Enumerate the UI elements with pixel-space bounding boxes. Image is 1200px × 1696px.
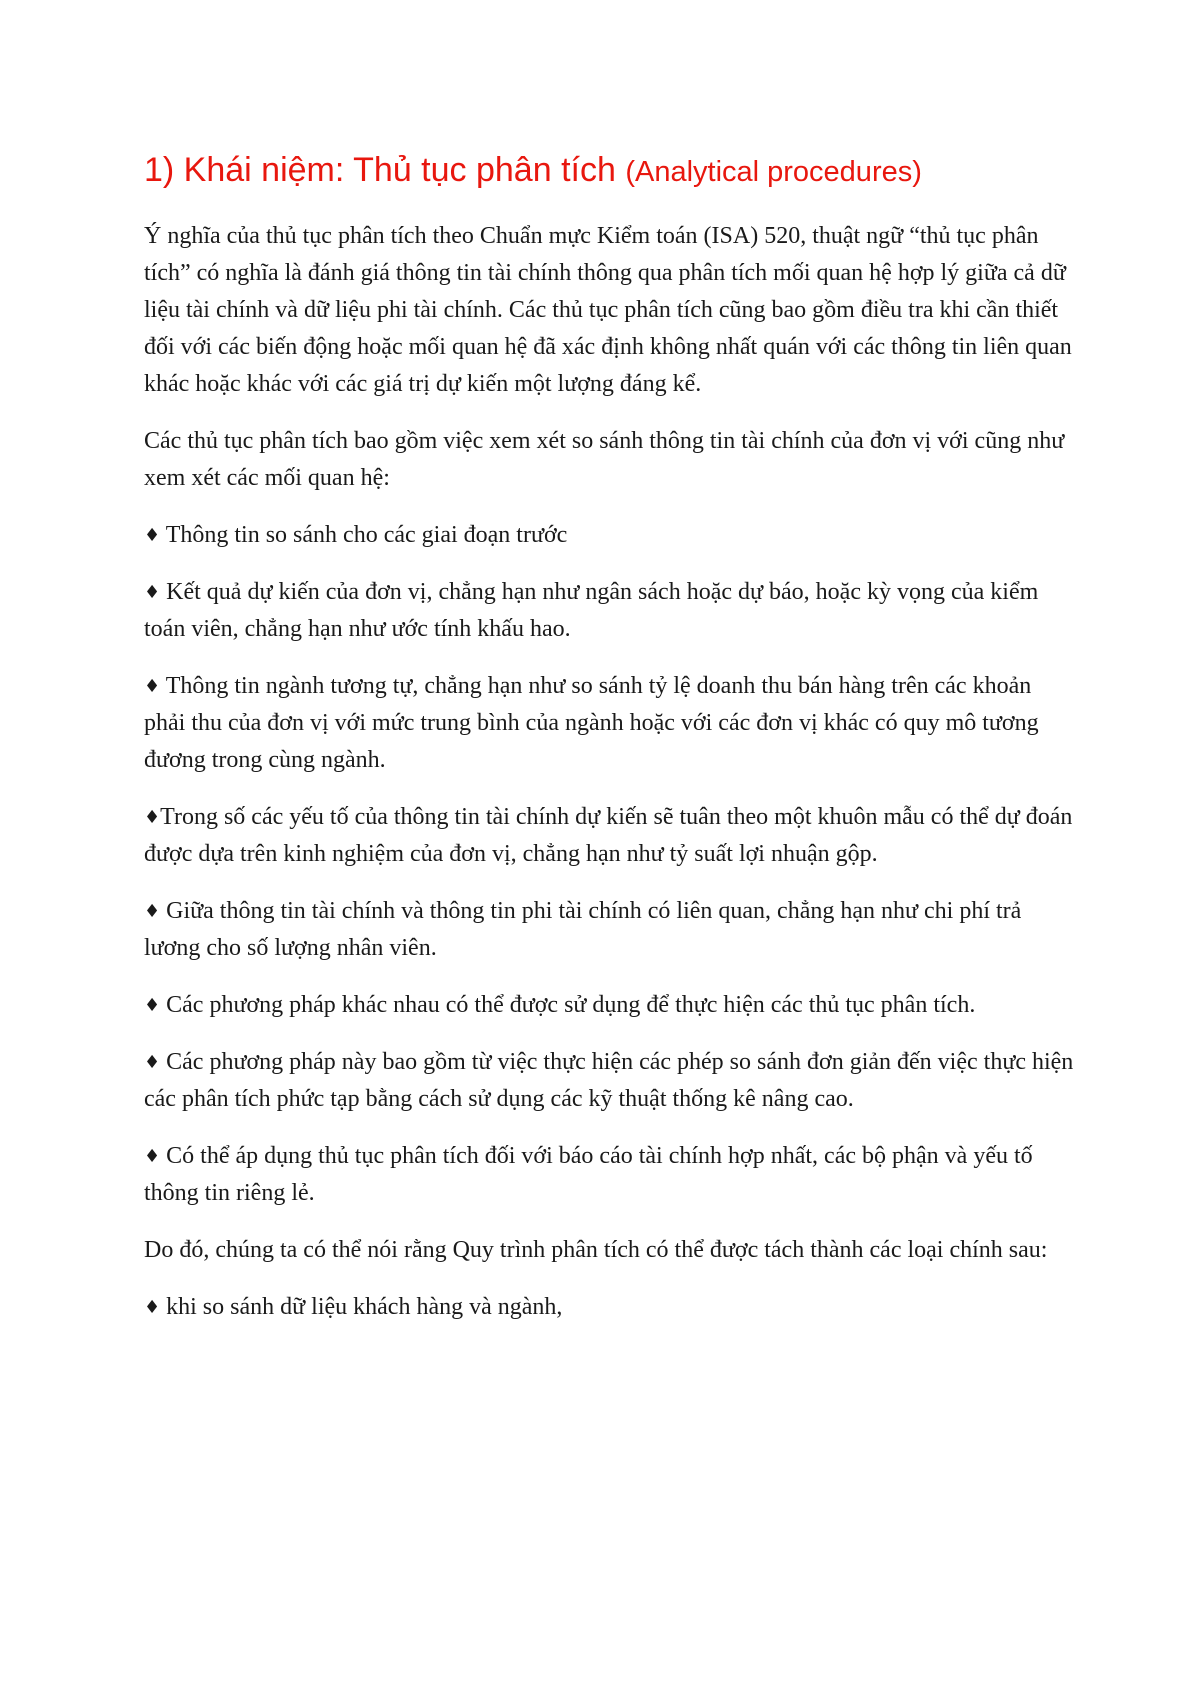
diamond-bullet-icon: ♦ [144, 525, 161, 546]
bullet-text: Có thể áp dụng thủ tục phân tích đối với báo cáo tài chính hợp nhất, các bộ phận và yếu tố thông tin riêng lẻ. [144, 1143, 1033, 1206]
diamond-bullet-icon: ♦ [144, 901, 161, 922]
bullet-item [144, 893, 1074, 967]
bullet-item [144, 1138, 1074, 1212]
diamond-bullet-icon: ♦ [144, 995, 161, 1016]
bullet-item [144, 668, 1074, 779]
bullet-text: Các phương pháp này bao gồm từ việc thực hiện các phép so sánh đơn giản đến việc thực hiện các phân tích phức tạp bằng cách sử dụng các kỹ thuật thống kê nâng cao. [144, 1049, 1074, 1112]
diamond-bullet-icon: ♦ [144, 807, 161, 828]
heading-english-term: (Analytical procedures) [625, 156, 922, 188]
definition-paragraph: Ý nghĩa của thủ tục phân tích theo Chuẩn mực Kiểm toán (ISA) 520, thuật ngữ “thủ tục phân tích” có nghĩa là đánh giá thông tin tài chính thông qua phân tích mối quan hệ hợp lý giữa cả dữ liệu tài chính và dữ liệu phi tài chính. Các thủ tục phân tích cũng bao gồm điều tra khi cần thiết đối với các biến động hoặc mối quan hệ đã xác định không nhất quán với các thông tin liên quan khác hoặc khác với các giá trị dự kiến một lượng đáng kể. [144, 223, 1072, 397]
bullet-text: Các phương pháp khác nhau có thể được sử dụng để thực hiện các thủ tục phân tích. [160, 992, 976, 1018]
bullet-text: Giữa thông tin tài chính và thông tin phi tài chính có liên quan, chẳng hạn như chi phí trả lương cho số lượng nhân viên. [144, 898, 1022, 961]
diamond-bullet-icon: ♦ [144, 676, 161, 697]
bullet-item [144, 517, 1074, 554]
intro-paragraph: Các thủ tục phân tích bao gồm việc xem xét so sánh thông tin tài chính của đơn vị với cũng như xem xét các mối quan hệ: [144, 428, 1065, 491]
document-body [144, 146, 1074, 1346]
heading-main: 1) Khái niệm: Thủ tục phân tích [144, 151, 626, 189]
diamond-bullet-icon: ♦ [144, 582, 161, 603]
bullet-item [144, 1044, 1074, 1118]
bullet-text: Trong số các yếu tố của thông tin tài chính dự kiến sẽ tuân theo một khuôn mẫu có thể dự đoán được dựa trên kinh nghiệm của đơn vị, chẳng hạn như tỷ suất lợi nhuận gộp. [144, 804, 1073, 867]
diamond-bullet-icon: ♦ [144, 1297, 161, 1318]
bullet-item [144, 987, 1074, 1024]
closing-paragraph: Do đó, chúng ta có thể nói rằng Quy trình phân tích có thể được tách thành các loại chính sau: [144, 1237, 1048, 1263]
diamond-bullet-icon: ♦ [144, 1146, 161, 1167]
bullet-item [144, 1289, 1074, 1326]
bullet-item [144, 574, 1074, 648]
section-heading [144, 146, 1074, 196]
bullet-text: Thông tin ngành tương tự, chẳng hạn như so sánh tỷ lệ doanh thu bán hàng trên các khoản phải thu của đơn vị với mức trung bình của ngành hoặc với các đơn vị khác có quy mô tương đương trong cùng ngành. [144, 673, 1039, 773]
diamond-bullet-icon: ♦ [144, 1052, 161, 1073]
bullet-item [144, 799, 1074, 873]
bullet-text: khi so sánh dữ liệu khách hàng và ngành, [160, 1294, 563, 1320]
bullet-text: Kết quả dự kiến của đơn vị, chẳng hạn như ngân sách hoặc dự báo, hoặc kỳ vọng của kiểm toán viên, chẳng hạn như ước tính khấu hao. [144, 579, 1039, 642]
bullet-text: Thông tin so sánh cho các giai đoạn trước [160, 522, 568, 548]
